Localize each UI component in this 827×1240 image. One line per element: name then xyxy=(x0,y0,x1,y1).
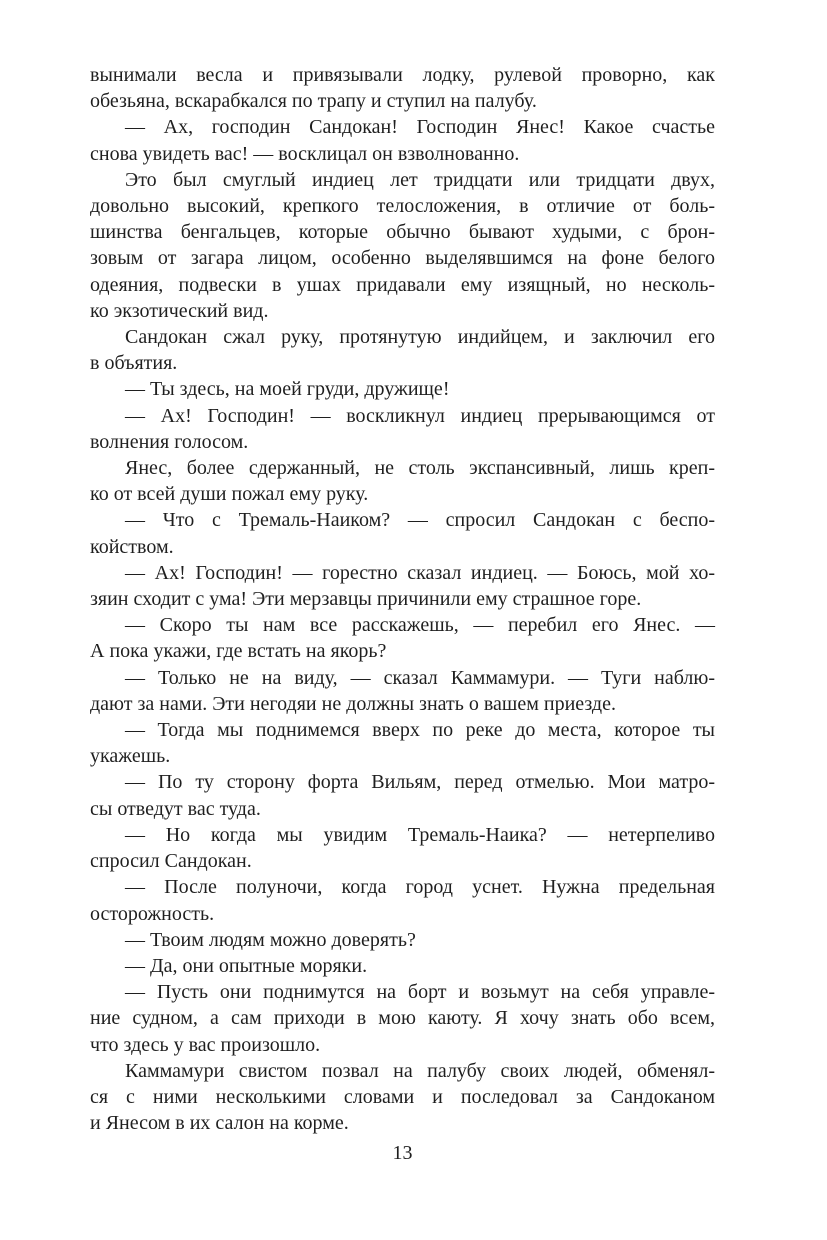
text-line: ся с ними несколькими словами и последовал за Сандоканом xyxy=(90,1085,715,1108)
text-line: волнения голосом. xyxy=(90,430,249,453)
text-line: снова увидеть вас! — восклицал он взволнованно. xyxy=(90,142,520,165)
text-line: — Да, они опытные моряки. xyxy=(125,954,368,977)
text-line: — Но когда мы увидим Тремаль-Наика? — нетерпеливо xyxy=(125,823,715,846)
paragraph xyxy=(90,324,715,376)
text-line: довольно высокий, крепкого телосложения, в отличие от боль- xyxy=(90,195,715,218)
paragraph xyxy=(90,455,715,507)
paragraph xyxy=(90,403,715,455)
text-line: Каммамури свистом позвал на палубу своих людей, обменял- xyxy=(125,1059,715,1082)
paragraph xyxy=(90,62,715,114)
text-line: спросил Сандокан. xyxy=(90,850,252,873)
text-line: ко от всей души пожал ему руку. xyxy=(90,483,369,506)
text-line: — Ах, господин Сандокан! Господин Янес! Какое счастье xyxy=(125,116,715,139)
text-line: — После полуночи, когда город уснет. Нужна предельная xyxy=(125,876,715,899)
text-line: дают за нами. Эти негодяи не должны знать о вашем приезде. xyxy=(90,692,616,715)
text-line: Сандокан сжал руку, протянутую индийцем, и заключил его xyxy=(125,326,715,349)
text-line: — Скоро ты нам все расскажешь, — перебил его Янес. — xyxy=(125,614,715,637)
text-line: укажешь. xyxy=(90,745,171,768)
text-line: Это был смуглый индиец лет тридцати или тридцати двух, xyxy=(125,168,715,191)
text-line: — Ты здесь, на моей груди, дружище! xyxy=(125,378,450,401)
text-line: — Ах! Господин! — горестно сказал индиец. — Боюсь, мой хо- xyxy=(125,561,715,584)
page-text-block xyxy=(90,62,715,1136)
paragraph xyxy=(90,376,715,402)
paragraph xyxy=(90,167,715,324)
paragraph xyxy=(90,769,715,821)
text-line: — Пусть они поднимутся на борт и возьмут на себя управле- xyxy=(125,981,715,1004)
text-line: обезьяна, вскарабкался по трапу и ступил на палубу. xyxy=(90,90,537,113)
text-line: А пока укажи, где встать на якорь? xyxy=(90,640,387,663)
text-line: — Только не на виду, — сказал Каммамури. — Туги наблю- xyxy=(125,666,715,689)
text-line: зяин сходит с ума! Эти мерзавцы причинили ему страшное горе. xyxy=(90,588,642,611)
text-line: Янес, более сдержанный, не столь экспансивный, лишь креп- xyxy=(125,457,715,480)
text-line: — Твоим людям можно доверять? xyxy=(125,928,416,951)
paragraph xyxy=(90,507,715,559)
text-line: и Янесом в их салон на корме. xyxy=(90,1112,349,1135)
text-line: зовым от загара лицом, особенно выделявшимся на фоне белого xyxy=(90,247,715,270)
paragraph xyxy=(90,665,715,717)
paragraph xyxy=(90,612,715,664)
text-line: шинства бенгальцев, которые обычно бывают худыми, с брон- xyxy=(90,221,715,244)
paragraph xyxy=(90,874,715,926)
text-line: — Тогда мы поднимемся вверх по реке до места, которое ты xyxy=(125,719,715,742)
text-line: что здесь у вас произошло. xyxy=(90,1033,321,1056)
paragraph xyxy=(90,560,715,612)
text-line: — Ах! Господин! — воскликнул индиец прерывающимся от xyxy=(125,404,715,427)
text-line: койством. xyxy=(90,535,174,558)
text-line: — По ту сторону форта Вильям, перед отмелью. Мои матро- xyxy=(125,771,715,794)
text-line: — Что с Тремаль-Наиком? — спросил Сандокан с беспо- xyxy=(125,509,715,532)
text-line: ко экзотический вид. xyxy=(90,299,269,322)
paragraph xyxy=(90,822,715,874)
paragraph xyxy=(90,717,715,769)
paragraph xyxy=(90,114,715,166)
page-number: 13 xyxy=(392,1142,413,1164)
text-line: в объятия. xyxy=(90,352,178,375)
text-line: осторожность. xyxy=(90,902,215,925)
text-line: вынимали весла и привязывали лодку, рулевой проворно, как xyxy=(90,64,715,86)
text-line: одеяния, подвески в ушах придавали ему изящный, но несколь- xyxy=(90,273,715,296)
paragraph xyxy=(90,1058,715,1137)
paragraph xyxy=(90,953,715,979)
text-line: сы отведут вас туда. xyxy=(90,797,261,820)
text-line: ние судном, а сам приходи в мою каюту. Я хочу знать обо всем, xyxy=(90,1007,715,1030)
paragraph xyxy=(90,927,715,953)
paragraph xyxy=(90,979,715,1058)
